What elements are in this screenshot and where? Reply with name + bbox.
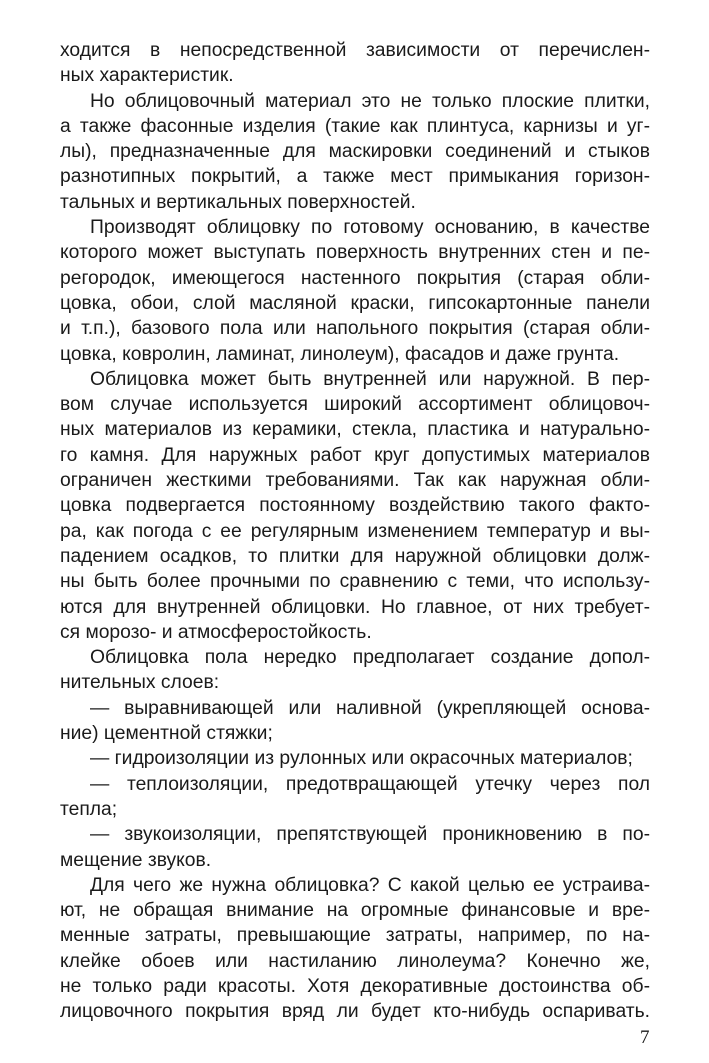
text-line: цовка подвергается постоянному воздействию такого факто- [60,495,650,517]
text-line: Но облицовочный материал это не только плоские плитки, [90,90,650,112]
text-line: тальных и вертикальных поверхностей. [60,191,416,213]
text-line: ра, как погода с ее регулярным изменением температур и вы- [60,520,650,542]
text-line: разнотипных покрытий, а также мест примыкания горизон- [60,166,650,188]
text-line: вом случае используется широкий ассортимент облицовоч- [60,394,650,416]
text-line: ют, не обращая внимание на огромные финансовые и вре- [60,900,650,922]
text-line: которого может выступать поверхность внутренних стен и пе- [60,242,650,264]
text-line: — звукоизоляции, препятствующей проникновению в по- [90,824,650,846]
text-line: менные затраты, превышающие затраты, например, по на- [60,925,650,947]
text-line: нительных слоев: [60,672,220,694]
text-line: ных материалов из керамики, стекла, пластика и натурально- [60,419,650,441]
text-line: — теплоизоляции, предотвращающей утечку через пол [90,773,650,795]
text-line: го камня. Для наружных работ круг допустимых материалов [60,444,650,466]
page-body-text [60,38,650,1025]
text-line: падением осадков, то плитки для наружной облицовки долж- [60,545,650,567]
text-line: мещение звуков. [60,849,212,871]
text-line: Облицовка пола нередко предполагает создание допол- [90,647,650,669]
text-line: лицовочного покрытия вряд ли будет кто-нибудь оспаривать. [60,1001,650,1023]
text-line: ние) цементной стяжки; [60,723,273,745]
text-line: цовка, обои, слой масляной краски, гипсокартонные панели [60,292,650,314]
text-line: тепла; [60,798,118,820]
text-line: ны быть более прочными по сравнению с теми, что использу- [60,571,650,593]
text-line: Для чего же нужна облицовка? С какой целью ее устраива- [90,874,650,896]
text-line: лы), предназначенные для маскировки соединений и стыков [60,141,650,163]
text-line: регородок, имеющегося настенного покрытия (старая обли- [60,267,650,289]
text-line: а также фасонные изделия (такие как плинтуса, карнизы и уг- [60,115,650,137]
text-line: цовка, ковролин, ламинат, линолеум), фасадов и даже грунта. [60,343,620,365]
text-line: — выравнивающей или наливной (укрепляющей основа- [90,697,650,719]
text-line: — гидроизоляции из рулонных или окрасочных материалов; [90,748,633,770]
text-line: ограничен жесткими требованиями. Так как наружная обли- [60,470,650,492]
text-line: ходится в непосредственной зависимости от перечислен- [60,40,650,61]
text-line: Производят облицовку по готовому основанию, в качестве [90,217,650,239]
page-number: 7 [640,1027,650,1048]
text-line: ся морозо- и атмосферостойкость. [60,621,372,643]
text-line: не только ради красоты. Хотя декоративные достоинства об- [60,975,650,997]
text-line: клейке обоев или настиланию линолеума? Конечно же, [60,950,650,972]
text-line: ются для внутренней облицовки. Но главное, от них требует- [60,596,650,618]
text-line: ных характеристик. [60,65,234,87]
text-line: и т.п.), базового пола или напольного покрытия (старая обли- [60,318,650,340]
text-line: Облицовка может быть внутренней или наружной. В пер- [90,368,650,390]
